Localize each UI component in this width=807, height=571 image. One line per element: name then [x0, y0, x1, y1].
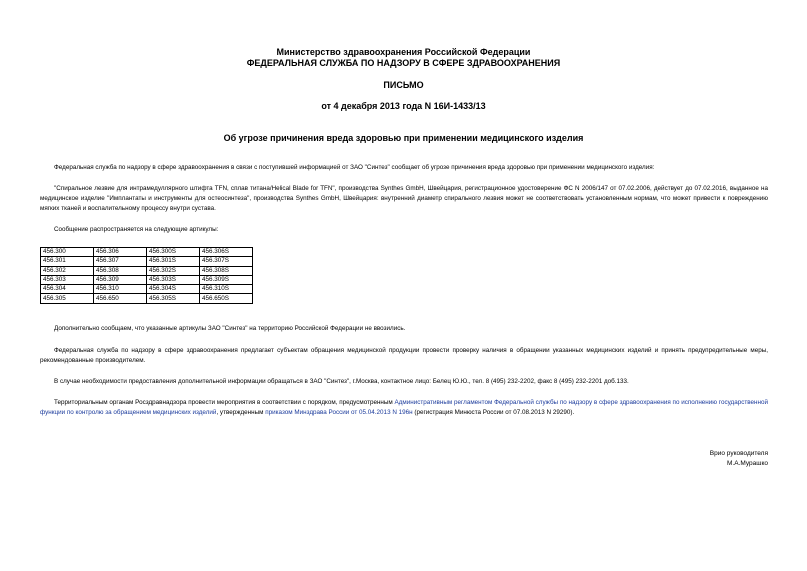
table-cell: 456.302S [147, 266, 200, 275]
paragraph-not-imported: Дополнительно сообщаем, что указанные артикулы ЗАО "Синтез" на территорию Российской Федерации не ввозились. [54, 325, 406, 332]
table-cell: 456.304S [147, 285, 200, 294]
table-row [41, 266, 253, 275]
table-cell: 456.301S [147, 257, 200, 266]
table-cell: 456.302 [41, 266, 94, 275]
table-cell: 456.310 [94, 285, 147, 294]
paragraph-articles-intro: Сообщение распространяется на следующие артикулы: [54, 226, 219, 233]
articles-table [40, 247, 253, 304]
paragraph-text: , утвержденным [216, 409, 266, 416]
table-cell: 456.304 [41, 285, 94, 294]
table-cell: 456.307 [94, 257, 147, 266]
table-cell: 456.308S [200, 266, 253, 275]
table-cell: 456.303 [41, 275, 94, 284]
paragraph-check-proposal: Федеральная служба по надзору в сфере здравоохранения предлагает субъектам обращения медицинской продукции провести проверку наличия в обращении указанных медицинских изделий и принять предупредительные меры, рекомендованные производителем. [40, 347, 768, 364]
table-row [41, 294, 253, 303]
table-cell: 456.303S [147, 275, 200, 284]
table-cell: 456.300S [147, 248, 200, 257]
paragraph-intro: Федеральная служба по надзору в сфере здравоохранения в связи с поступившей информацией от ЗАО "Синтез" сообщает об угрозе причинения вреда здоровью при применении медицинского изделия: [54, 164, 655, 171]
ministry-name: Министерство здравоохранения Российской Федерации [276, 47, 531, 57]
table-cell: 456.306 [94, 248, 147, 257]
table-cell: 456.307S [200, 257, 253, 266]
table-cell: 456.310S [200, 285, 253, 294]
paragraph-text: Территориальным органам Росздравнадзора провести мероприятия в соответствии с порядком, предусмотренным [54, 399, 395, 406]
table-row [41, 248, 253, 257]
document-date-number: от 4 декабря 2013 года N 16И-1433/13 [321, 101, 486, 111]
table-row [41, 285, 253, 294]
paragraph-territorial-bodies [40, 398, 768, 418]
paragraph-contact-info: В случае необходимости предоставления дополнительной информации обращаться в ЗАО "Синтез", г.Москва, контактное лицо: Белец Ю.Ю., тел. 8 (495) 232-2202, факс 8 (495) 232-2201 доб.133. [54, 378, 629, 385]
paragraph-text: (регистрация Минюста России от 07.08.2013 N 29290). [412, 409, 575, 416]
service-name: ФЕДЕРАЛЬНАЯ СЛУЖБА ПО НАДЗОРУ В СФЕРЕ ЗДРАВООХРАНЕНИЯ [246, 58, 561, 68]
table-row [41, 275, 253, 284]
table-cell: 456.650 [94, 294, 147, 303]
table-cell: 456.309S [200, 275, 253, 284]
table-cell: 456.305 [41, 294, 94, 303]
table-cell: 456.301 [41, 257, 94, 266]
document-type: ПИСЬМО [383, 80, 424, 90]
paragraph-device-description: "Спиральное лезвие для интрамедуллярного штифта TFN, сплав титана/Helical Blade for TFN", производства Synthes GmbH, Швейцария, регистрационное удостоверение ФС N 2006/147 от 07.02.2006, действует до 07.02.2016, выданное на медицинское изделие "Имплантаты и инструменты для остеосинтеза", производства Synthes GmbH, Швейцария: внутренний диаметр спирального лезвия может не соответствовать установленным нормам, что может привести к повреждению мягких тканей и воспалительному процессу внутри сустава. [40, 185, 768, 212]
table-row [41, 257, 253, 266]
table-cell: 456.650S [200, 294, 253, 303]
signature-name: М.А.Мурашко [726, 460, 768, 467]
table-cell: 456.300 [41, 248, 94, 257]
table-cell: 456.308 [94, 266, 147, 275]
signature-position: Врио руководителя [709, 450, 768, 457]
document-subject: Об угрозе причинения вреда здоровью при применении медицинского изделия [223, 133, 584, 143]
table-cell: 456.305S [147, 294, 200, 303]
regulation-link[interactable]: Административным регламентом Федеральной службы по надзору в сфере здравоохранения по исполнению государственной функции по контролю за обращением медицинских изделий [40, 399, 769, 416]
table-cell: 456.306S [200, 248, 253, 257]
table-cell: 456.309 [94, 275, 147, 284]
order-link[interactable]: приказом Минздрава России от 05.04.2013 N 196н [265, 409, 413, 416]
